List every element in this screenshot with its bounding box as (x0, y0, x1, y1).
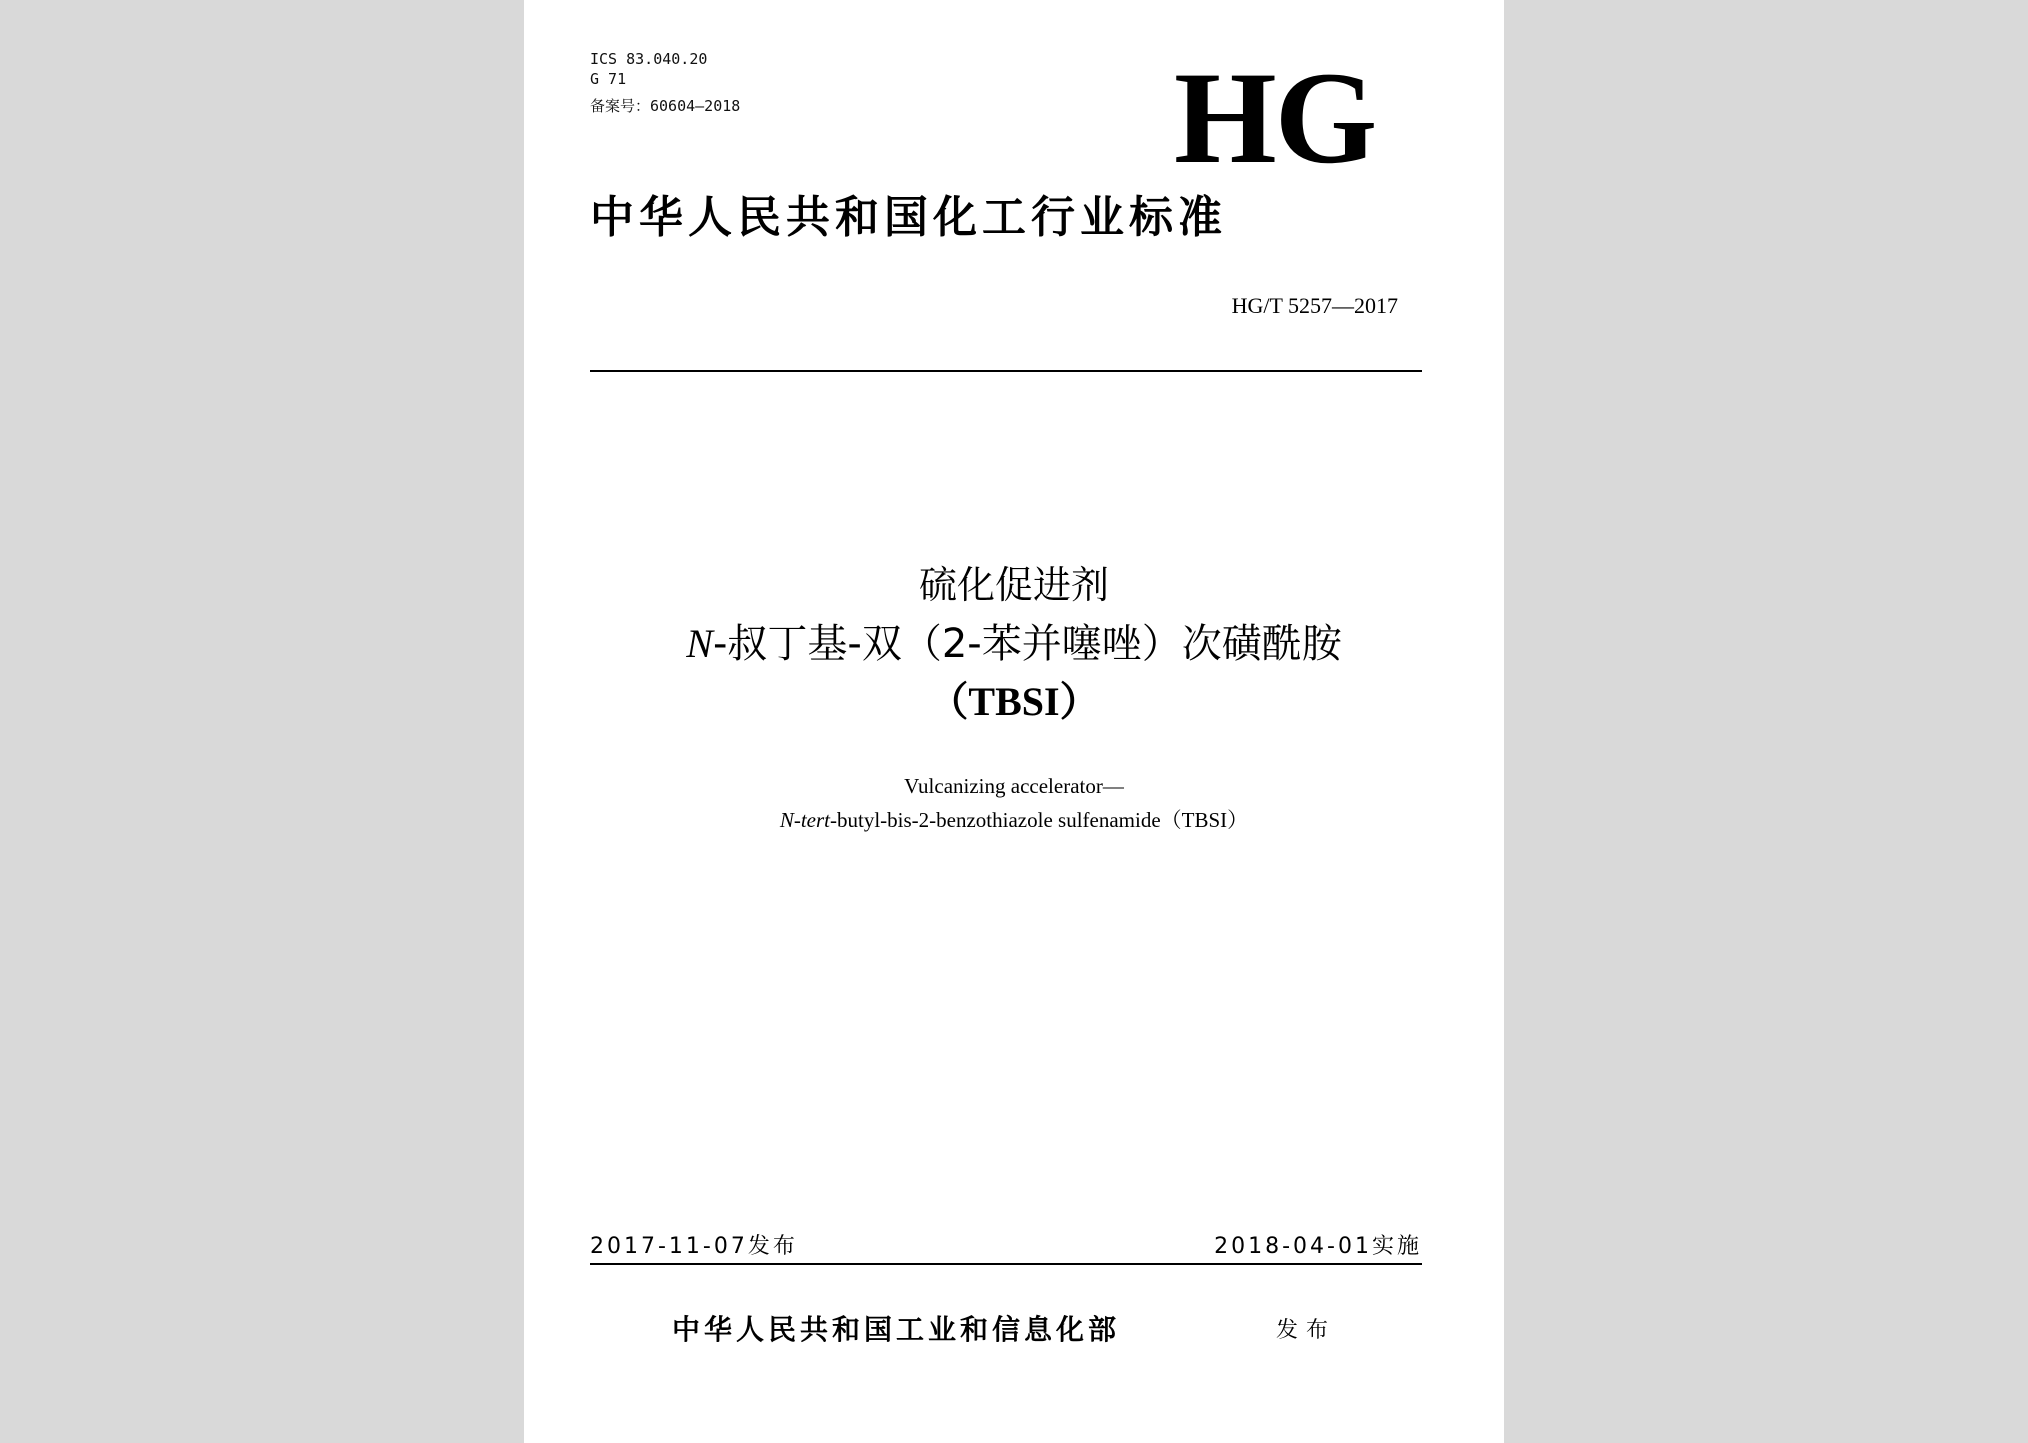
issue-action: 发布 (1276, 1318, 1337, 1343)
document-page (524, 0, 1504, 1443)
hg-logo: HG (1174, 44, 1376, 191)
implement-date-block (1214, 1236, 1422, 1258)
cn-title-line3: （TBSI） (928, 679, 1100, 724)
footer-divider (590, 1263, 1422, 1265)
cn-title-n-prefix: N (686, 621, 713, 666)
en-title-tert: tert (800, 808, 831, 832)
cn-title-line2-text: -叔丁基-双（2-苯并噻唑）次磺酰胺 (712, 621, 1342, 667)
standard-type-title: 中华人民共和国化工行业标准 (590, 192, 1227, 243)
cn-title-line2 (524, 621, 1504, 667)
publish-label: 发布 (747, 1234, 798, 1259)
en-title-dash: - (793, 808, 801, 832)
standard-number: HG/T 5257—2017 (1231, 293, 1398, 318)
implement-date: 2018-04-01 (1214, 1234, 1372, 1259)
header-divider (590, 370, 1422, 372)
ics-code: ICS 83.040.20 (590, 50, 708, 68)
publish-date-block (590, 1236, 798, 1258)
en-title-n: N (779, 808, 794, 832)
en-title-line2 (524, 810, 1504, 831)
issuing-authority: 中华人民共和国工业和信息化部 (672, 1313, 1121, 1346)
en-title-line1: Vulcanizing accelerator— (904, 774, 1124, 798)
filing-number: 备案号：60604—2018 (590, 97, 741, 115)
publish-date: 2017-11-07 (590, 1234, 748, 1259)
en-title-line2-text: -butyl-bis-2-benzothiazole sulfenamide（TBSI） (830, 808, 1249, 832)
implement-label: 实施 (1371, 1234, 1422, 1259)
cn-title-line1: 硫化促进剂 (918, 563, 1109, 607)
ccs-code: G 71 (590, 70, 627, 88)
